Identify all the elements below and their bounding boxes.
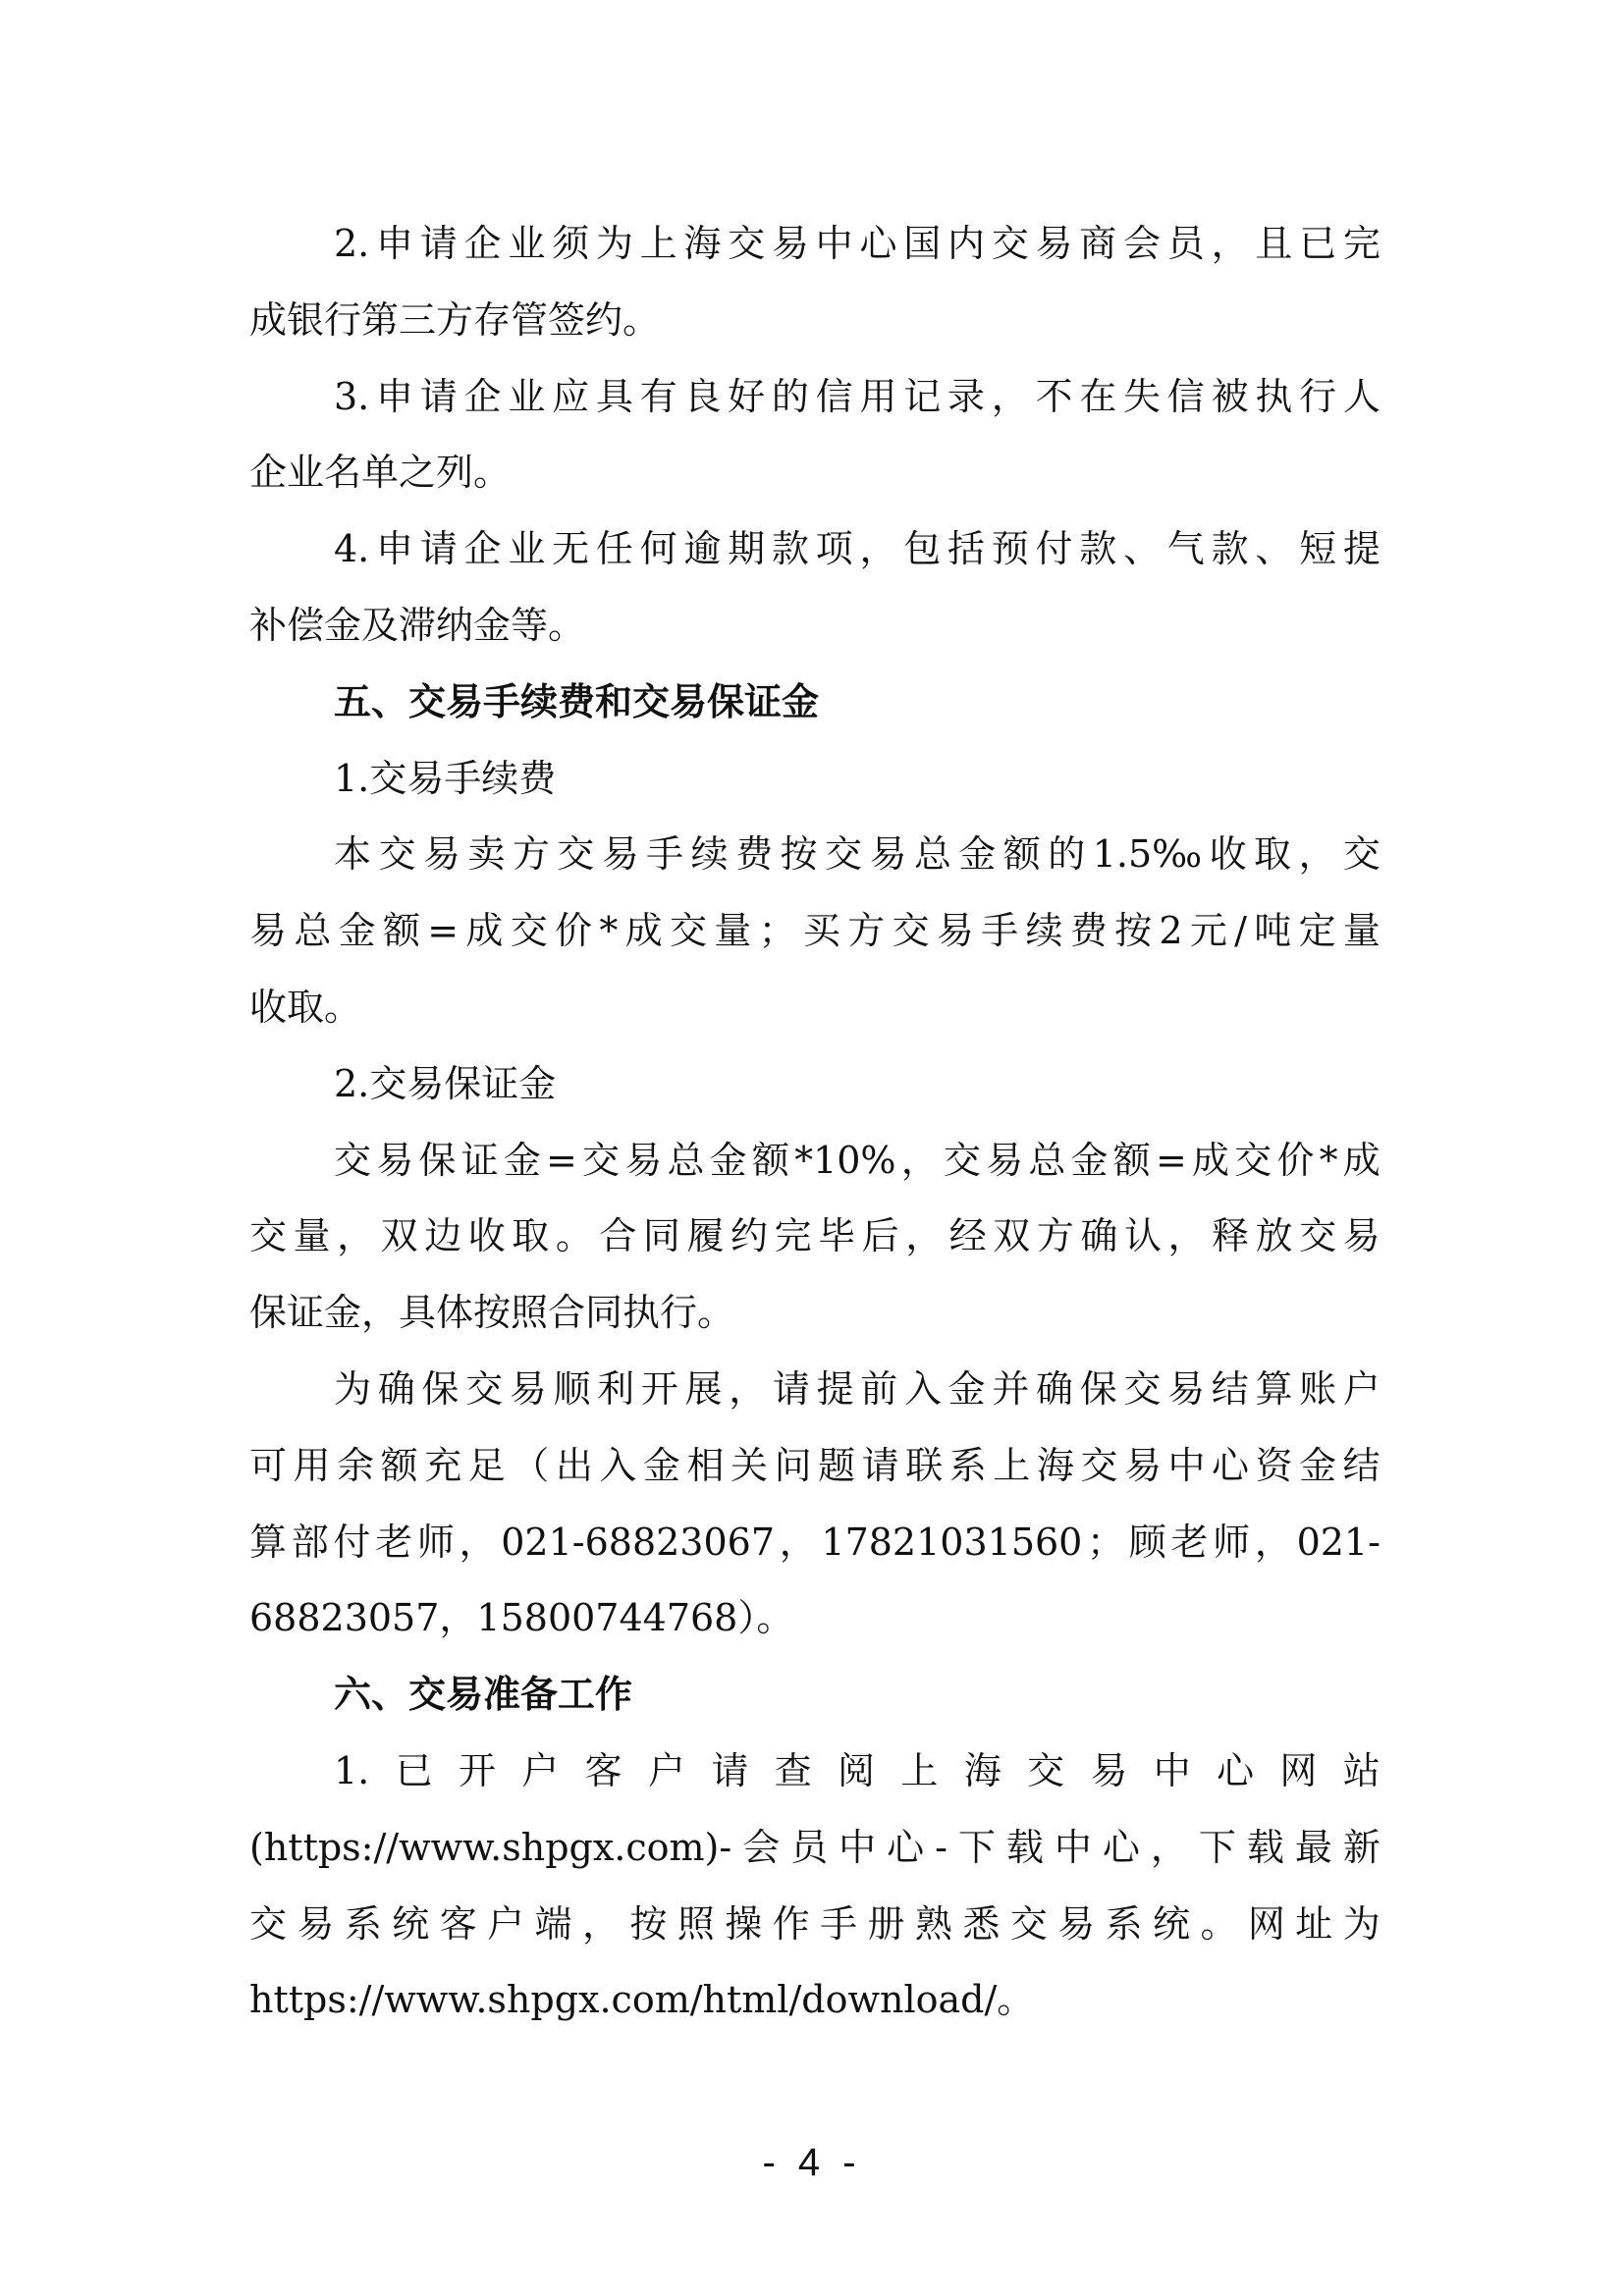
paragraph-line: 成银行第三方存管签约。 — [249, 297, 661, 342]
paragraph-line: 1. 已 开 户 客 户 请 查 阅 上 海 交 易 中 心 网 站 — [334, 1748, 1380, 1792]
section-heading-fees: 五、交易手续费和交易保证金 — [334, 679, 820, 723]
paragraph-line: 补偿金及滞纳金等。 — [249, 603, 586, 647]
paragraph-line-contacts: 算 部 付 老 师 ， 021-68823067 ， 17821031560 ； 顾 老 师 ， 021- — [249, 1520, 1380, 1564]
subheading-margin: 2.交易保证金 — [334, 1061, 557, 1105]
paragraph-line: 企业名单之列。 — [249, 451, 512, 495]
paragraph-line: 4. 申 请 企 业 无 任 何 逾 期 款 项 ， 包 括 预 付 款 、 气 款 、 短 提 — [334, 527, 1380, 571]
paragraph-line: 易 总 金 额 = 成 交 价 * 成 交 量 ； 买 方 交 易 手 续 费 按 2 元 / 吨 定 量 — [249, 909, 1380, 953]
paragraph-line: 交 易 系 统 客 户 端 ， 按 照 操 作 手 册 熟 悉 交 易 系 统 。 网 址 为 — [249, 1901, 1380, 1946]
section-heading-preparation: 六、交易准备工作 — [334, 1673, 633, 1717]
paragraph-line: 收取。 — [249, 985, 362, 1029]
paragraph-line: 交 易 保 证 金 = 交 易 总 金 额 *10% ， 交 易 总 金 额 = 成 交 价 * 成 — [334, 1138, 1380, 1182]
subheading-trading-fee: 1.交易手续费 — [334, 756, 557, 800]
document-body — [249, 214, 1380, 2047]
paragraph-line: 交 量 ， 双 边 收 取 。 合 同 履 约 完 毕 后 ， 经 双 方 确 认 ， 释 放 交 易 — [249, 1214, 1380, 1258]
paragraph-line: 2. 申 请 企 业 须 为 上 海 交 易 中 心 国 内 交 易 商 会 员 ， 且 已 完 — [334, 222, 1380, 265]
paragraph-line: 保证金，具体按照合同执行。 — [249, 1291, 735, 1335]
paragraph-line: 3. 申 请 企 业 应 具 有 良 好 的 信 用 记 录 ， 不 在 失 信 被 执 行 人 — [334, 374, 1380, 418]
paragraph-line-contacts: 68823057，15800744768）。 — [249, 1596, 794, 1640]
paragraph-line: 可 用 余 额 充 足 （ 出 入 金 相 关 问 题 请 联 系 上 海 交 易 中 心 资 金 结 — [249, 1443, 1380, 1487]
paragraph-line-website: (https://www.shpgx.com)- 会 员 中 心 - 下 载 中 心 ， 下 载 最 新 — [249, 1825, 1380, 1869]
download-url-line: https://www.shpgx.com/html/download/。 — [249, 1978, 1035, 2022]
paragraph-line: 本 交 易 卖 方 交 易 手 续 费 按 交 易 总 金 额 的 1.5‰ 收 取 ， 交 — [334, 832, 1380, 877]
page-number: - 4 - — [762, 2141, 862, 2184]
paragraph-line: 为 确 保 交 易 顺 利 开 展 ， 请 提 前 入 金 并 确 保 交 易 结 算 账 户 — [334, 1366, 1380, 1411]
